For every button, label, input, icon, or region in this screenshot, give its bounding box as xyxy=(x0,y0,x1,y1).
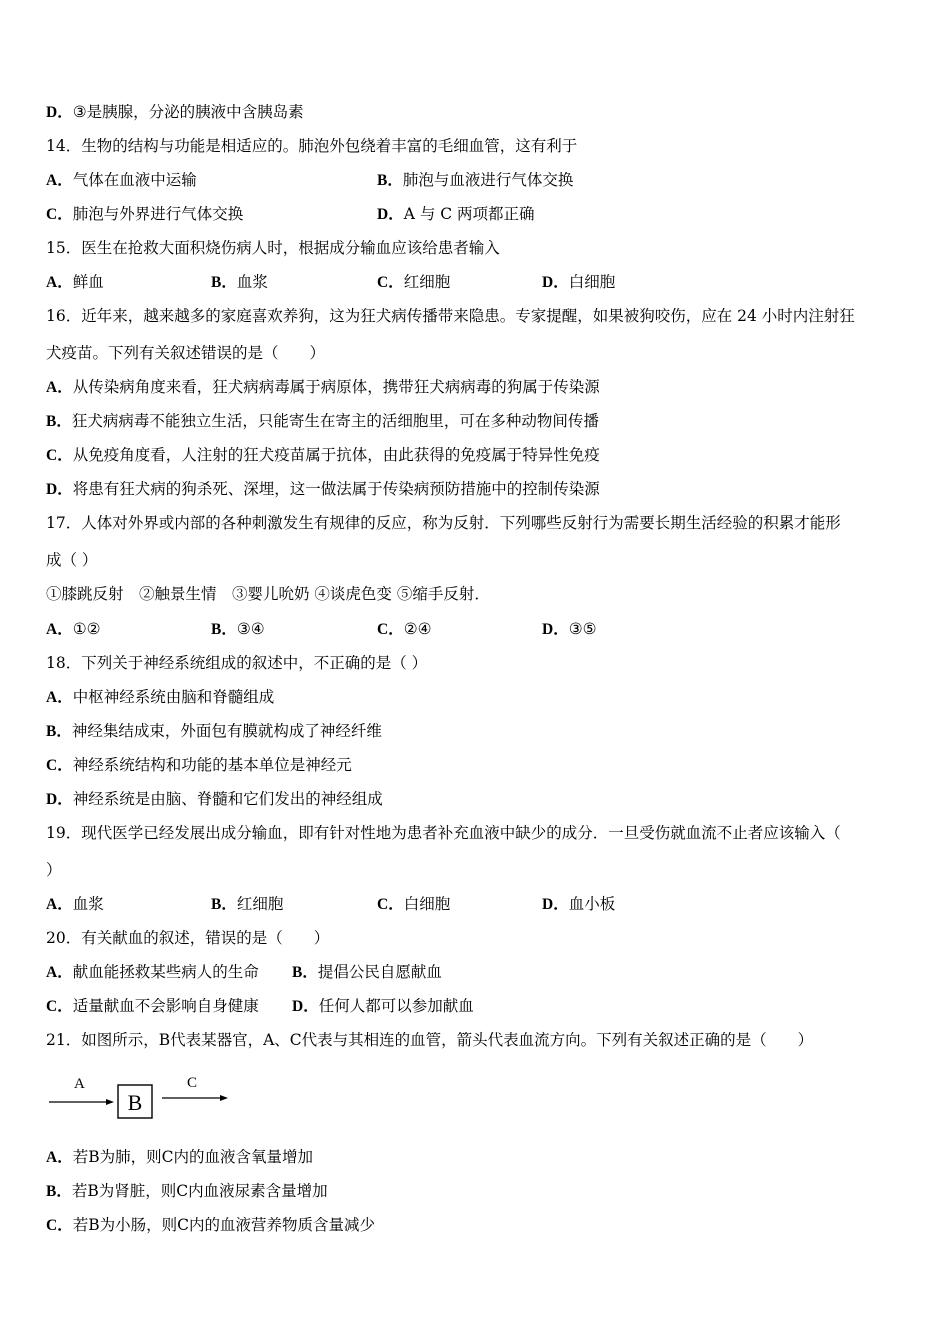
arrow-a-head xyxy=(106,1099,114,1105)
option-letter: D． xyxy=(542,896,569,913)
q15-options xyxy=(46,272,906,292)
q17-stem-line2: 成（ ） xyxy=(46,551,98,569)
q16-stem-line1: 16．近年来，越来越多的家庭喜欢养狗，这为狂犬病传播带来隐患。专家提醒，如果被狗咬伤，应在 24 小时内注射狂 xyxy=(46,307,855,325)
q18-option-c: C．神经系统结构和功能的基本单位是神经元 xyxy=(46,756,352,774)
q15-option-b: B．血浆 xyxy=(211,273,268,291)
q16-option-b: B．狂犬病病毒不能独立生活，只能寄生在寄主的活细胞里，可在多种动物间传播 xyxy=(46,412,599,430)
q14-options-row1 xyxy=(46,170,906,190)
option-letter: D． xyxy=(46,791,73,808)
option-letter: B． xyxy=(46,723,72,740)
q19-option-a: A．血浆 xyxy=(46,895,104,913)
option-letter: C． xyxy=(46,998,73,1015)
option-letter: A． xyxy=(46,896,73,913)
option-letter: B． xyxy=(377,172,403,189)
q16-option-d: D．将患有狂犬病的狗杀死、深埋，这一做法属于传染病预防措施中的控制传染源 xyxy=(46,480,600,498)
q14-option-c: C．肺泡与外界进行气体交换 xyxy=(46,205,244,223)
option-letter: C． xyxy=(46,206,73,223)
option-letter: C． xyxy=(377,274,404,291)
q20-options-row2 xyxy=(46,996,906,1016)
option-letter: B． xyxy=(211,274,237,291)
option-letter: D． xyxy=(542,621,569,638)
option-letter: B． xyxy=(46,413,72,430)
q21-option-b: B．若B为肾脏，则C内血液尿素含量增加 xyxy=(46,1182,328,1200)
vessel-c-label: C xyxy=(187,1075,198,1091)
q19-option-c: C．白细胞 xyxy=(377,895,451,913)
q17-items: ①膝跳反射 ②触景生情 ③婴儿吮奶 ④谈虎色变 ⑤缩手反射． xyxy=(46,585,490,603)
vessel-a-label: A xyxy=(74,1076,85,1092)
q16-stem-line2: 犬疫苗。下列有关叙述错误的是（ ） xyxy=(46,344,326,362)
q19-stem-line1: 19．现代医学已经发展出成分输血，即有针对性地为患者补充血液中缺少的成分．一旦受伤就血流不止者应该输入（ xyxy=(46,824,841,842)
option-letter: A． xyxy=(46,964,73,981)
q13-option-d: D．③是胰腺，分泌的胰液中含胰岛素 xyxy=(46,103,304,121)
q14-option-d: D．A 与 C 两项都正确 xyxy=(377,205,535,223)
q19-option-d: D．血小板 xyxy=(542,895,616,913)
q19-option-b: B．红细胞 xyxy=(211,895,284,913)
q18-stem: 18．下列关于神经系统组成的叙述中，不正确的是（ ） xyxy=(46,654,428,672)
q18-option-d: D．神经系统是由脑、脊髓和它们发出的神经组成 xyxy=(46,790,383,808)
arrow-c-head xyxy=(220,1095,228,1101)
q20-option-d: D．任何人都可以参加献血 xyxy=(292,997,474,1015)
q16-option-a: A．从传染病角度来看，狂犬病病毒属于病原体，携带狂犬病病毒的狗属于传染源 xyxy=(46,378,600,396)
option-letter: A． xyxy=(46,379,73,396)
option-letter: C． xyxy=(46,1217,73,1234)
q20-option-a: A．献血能拯救某些病人的生命 xyxy=(46,963,259,981)
q15-option-c: C．红细胞 xyxy=(377,273,451,291)
q18-option-b: B．神经集结成束，外面包有膜就构成了神经纤维 xyxy=(46,722,382,740)
option-letter: C． xyxy=(46,447,73,464)
option-letter: C． xyxy=(377,896,404,913)
organ-b-label: B xyxy=(127,1090,143,1115)
q14-stem: 14．生物的结构与功能是相适应的。肺泡外包绕着丰富的毛细血管，这有利于 xyxy=(46,137,578,155)
q20-option-c: C．适量献血不会影响自身健康 xyxy=(46,997,259,1015)
blood-flow-diagram xyxy=(46,1072,246,1122)
q17-option-b: B．③④ xyxy=(211,620,265,638)
q20-stem: 20．有关献血的叙述，错误的是（ ） xyxy=(46,929,330,947)
option-letter: D． xyxy=(377,206,404,223)
option-letter: D． xyxy=(542,274,569,291)
q17-stem-line1: 17．人体对外界或内部的各种刺激发生有规律的反应，称为反射．下列哪些反射行为需要长期生活经验的积累才能形 xyxy=(46,514,841,532)
option-letter: B． xyxy=(292,964,318,981)
option-letter: C． xyxy=(377,621,404,638)
q15-stem: 15．医生在抢救大面积烧伤病人时，根据成分输血应该给患者输入 xyxy=(46,239,500,257)
option-letter: B． xyxy=(46,1183,72,1200)
q21-stem: 21．如图所示，B代表某器官，A、C代表与其相连的血管，箭头代表血流方向。下列有关叙述正确的是（ ） xyxy=(46,1031,814,1049)
option-letter: D． xyxy=(46,104,73,121)
q21-option-a: A．若B为肺，则C内的血液含氧量增加 xyxy=(46,1148,313,1166)
option-letter: D． xyxy=(46,481,73,498)
q14-option-a: A．气体在血液中运输 xyxy=(46,171,197,189)
option-letter: A． xyxy=(46,621,73,638)
option-letter: B． xyxy=(211,621,237,638)
q16-option-c: C．从免疫角度看，人注射的狂犬疫苗属于抗体，由此获得的免疫属于特异性免疫 xyxy=(46,446,600,464)
option-letter: D． xyxy=(292,998,319,1015)
option-letter: A． xyxy=(46,172,73,189)
q21-option-c: C．若B为小肠，则C内的血液营养物质含量减少 xyxy=(46,1216,375,1234)
option-letter: A． xyxy=(46,689,73,706)
option-letter: A． xyxy=(46,274,73,291)
q18-option-a: A．中枢神经系统由脑和脊髓组成 xyxy=(46,688,275,706)
q17-options xyxy=(46,619,906,639)
q17-option-d: D．③⑤ xyxy=(542,620,597,638)
option-letter: A． xyxy=(46,1149,73,1166)
option-letter: C． xyxy=(46,757,73,774)
option-letter: B． xyxy=(211,896,237,913)
q17-option-c: C．②④ xyxy=(377,620,432,638)
q17-option-a: A．①② xyxy=(46,620,101,638)
q20-options-row1 xyxy=(46,962,906,982)
q20-option-b: B．提倡公民自愿献血 xyxy=(292,963,442,981)
q15-option-a: A．鲜血 xyxy=(46,273,104,291)
q19-options xyxy=(46,894,906,914)
q14-option-b: B．肺泡与血液进行气体交换 xyxy=(377,171,574,189)
q14-options-row2 xyxy=(46,204,906,224)
q19-stem-line2: ） xyxy=(46,861,62,879)
q15-option-d: D．白细胞 xyxy=(542,273,616,291)
